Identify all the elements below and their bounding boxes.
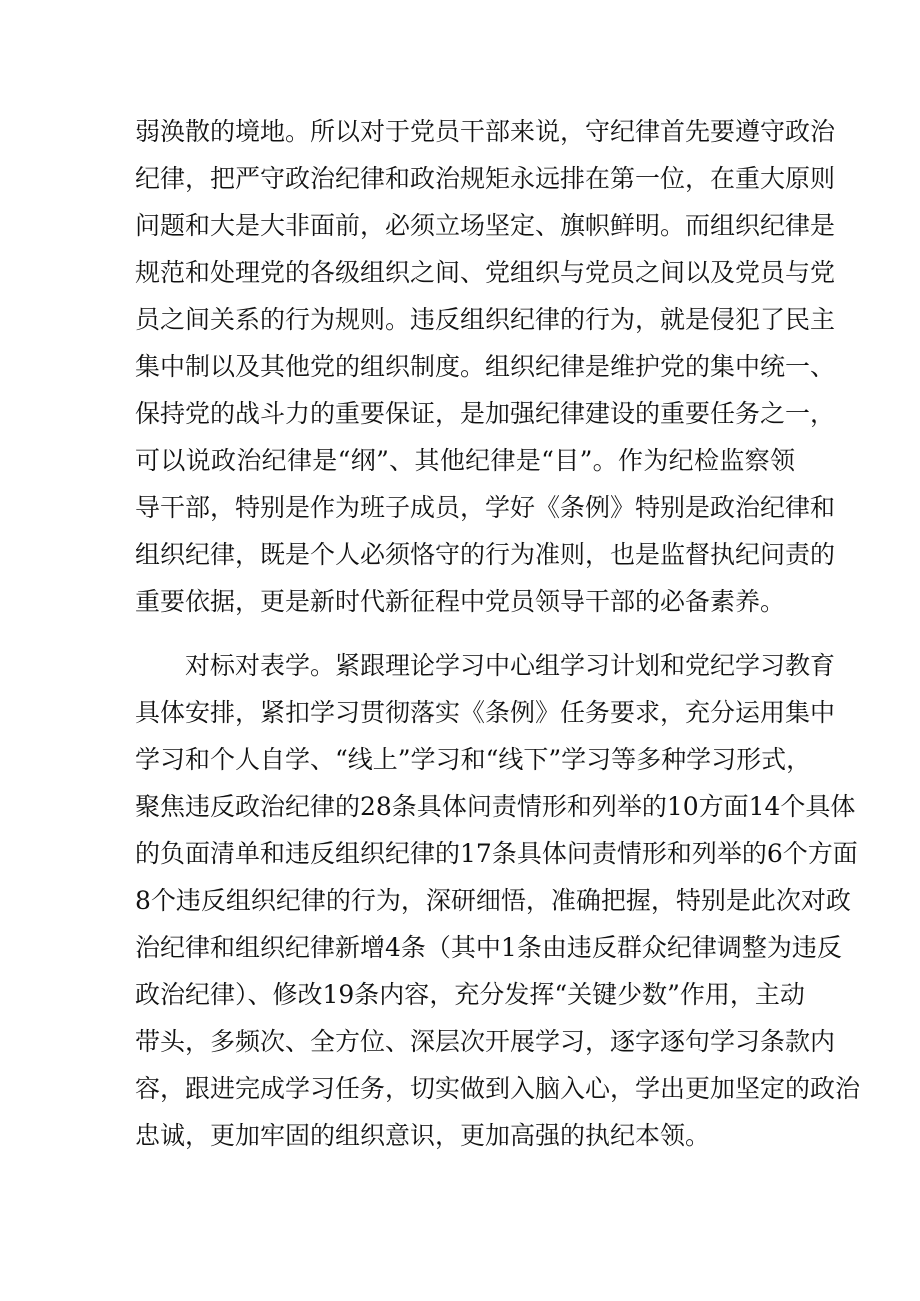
- text-line: 重要依据，更是新时代新征程中党员领导干部的必备素养。: [135, 587, 786, 616]
- text-line: 聚焦违反政治纪律的28条具体问责情形和列举的10方面14个具体: [135, 792, 856, 821]
- text-line: 弱涣散的境地。所以对于党员干部来说，守纪律首先要遵守政治: [135, 117, 836, 146]
- text-line: 容，跟进完成学习任务，切实做到入脑入心，学出更加坚定的政治: [135, 1074, 861, 1103]
- text-line: 忠诚，更加牢固的组织意识，更加高强的执纪本领。: [135, 1121, 711, 1150]
- text-line: 8个违反组织纪律的行为，深研细悟，准确把握，特别是此次对政: [135, 886, 851, 915]
- text-line: 员之间关系的行为规则。违反组织纪律的行为，就是侵犯了民主: [135, 305, 836, 334]
- text-line: 纪律，把严守政治纪律和政治规矩永远排在第一位，在重大原则: [135, 164, 836, 193]
- text-line: 对标对表学。紧跟理论学习中心组学习计划和党纪学习教育: [185, 651, 836, 680]
- text-line: 学习和个人自学、“线上”学习和“线下”学习等多种学习形式，: [135, 745, 812, 774]
- text-line: 带头，多频次、全方位、深层次开展学习，逐字逐句学习条款内: [135, 1027, 836, 1056]
- paragraph-gap: [135, 625, 795, 642]
- text-line: 的负面清单和违反组织纪律的17条具体问责情形和列举的6个方面: [135, 839, 858, 868]
- text-line: 治纪律和组织纪律新增4条（其中1条由违反群众纪律调整为违反: [135, 933, 842, 962]
- text-line: 组织纪律，既是个人必须恪守的行为准则，也是监督执纪问责的: [135, 540, 836, 569]
- paragraph-1: [135, 108, 836, 625]
- text-line: 可以说政治纪律是“纲”、其他纪律是“目”。作为纪检监察领: [135, 446, 795, 475]
- text-line: 规范和处理党的各级组织之间、党组织与党员之间以及党员与党: [135, 258, 836, 287]
- text-line: 保持党的战斗力的重要保证，是加强纪律建设的重要任务之一，: [135, 399, 836, 428]
- text-line: 集中制以及其他党的组织制度。组织纪律是维护党的集中统一、: [135, 352, 836, 381]
- text-line: 导干部，特别是作为班子成员，学好《条例》特别是政治纪律和: [135, 493, 836, 522]
- text-line: 具体安排，紧扣学习贯彻落实《条例》任务要求，充分运用集中: [135, 698, 836, 727]
- document-body: [135, 108, 861, 1159]
- paragraph-2: [135, 642, 861, 1159]
- text-line: 政治纪律）、修改19条内容，充分发挥“关键少数”作用，主动: [135, 980, 805, 1009]
- text-line: 问题和大是大非面前，必须立场坚定、旗帜鲜明。而组织纪律是: [135, 211, 836, 240]
